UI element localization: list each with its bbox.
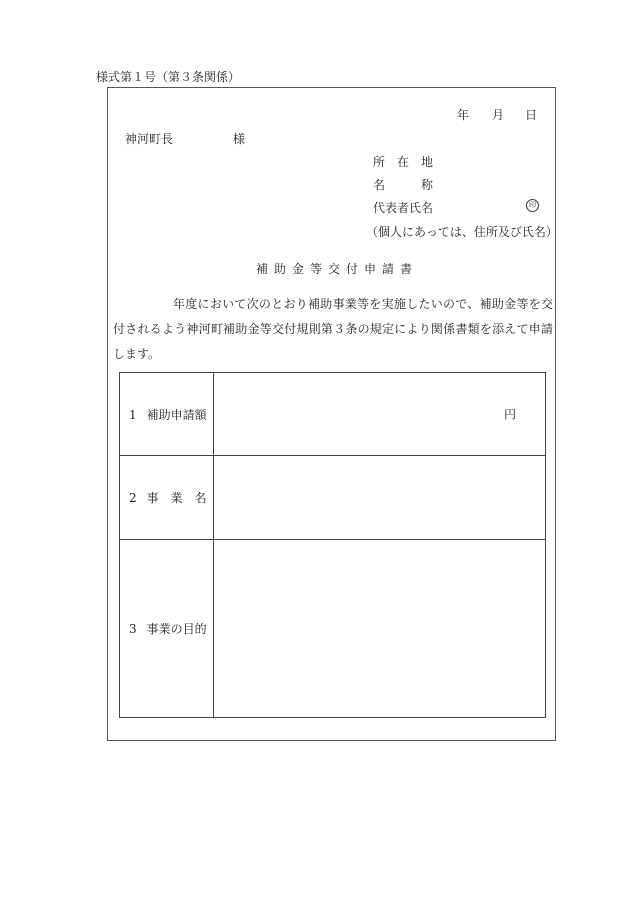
table-row (120, 456, 546, 540)
document-title: 補助金等交付申請書 (256, 262, 419, 276)
request-amount-field[interactable] (214, 373, 546, 456)
addressee (125, 130, 245, 147)
project-name-field[interactable] (214, 456, 546, 540)
yen-unit: 円 (503, 407, 516, 422)
row-label-text: 補助申請額 (146, 407, 207, 422)
seal-mark: 印 (526, 199, 539, 212)
row-label-text: 事 業 名 (146, 491, 207, 505)
row-number: 3 (129, 622, 137, 636)
year-label: 年 (457, 108, 470, 122)
address-label: 所 在 地 (373, 155, 434, 169)
table-row (120, 373, 546, 456)
name-label: 名 称 (373, 178, 434, 192)
date-line (457, 106, 537, 123)
addressee-honorific: 様 (233, 132, 246, 146)
row-label-text: 事業の目的 (146, 622, 207, 636)
month-label: 月 (492, 108, 505, 122)
row-label (120, 456, 214, 540)
individual-note: （個人にあっては、住所及び氏名） (366, 225, 558, 239)
project-purpose-field[interactable] (214, 540, 546, 718)
day-label: 日 (525, 108, 538, 122)
row-number: 1 (129, 407, 137, 422)
form-label: 様式第１号（第３条関係） (96, 70, 241, 84)
row-label (120, 540, 214, 718)
row-number: 2 (129, 491, 137, 505)
addressee-name: 神河町長 (125, 132, 174, 146)
table-row (120, 540, 546, 718)
body-text: 年度において次のとおり補助事業等を実施したいので、補助金等を交付されるよう神河町補助金等交付規則第３条の規定により関係書類を添えて申請します。 (113, 297, 553, 361)
row-label (120, 373, 214, 456)
application-table (119, 372, 546, 718)
representative-label: 代表者氏名 (373, 201, 434, 215)
